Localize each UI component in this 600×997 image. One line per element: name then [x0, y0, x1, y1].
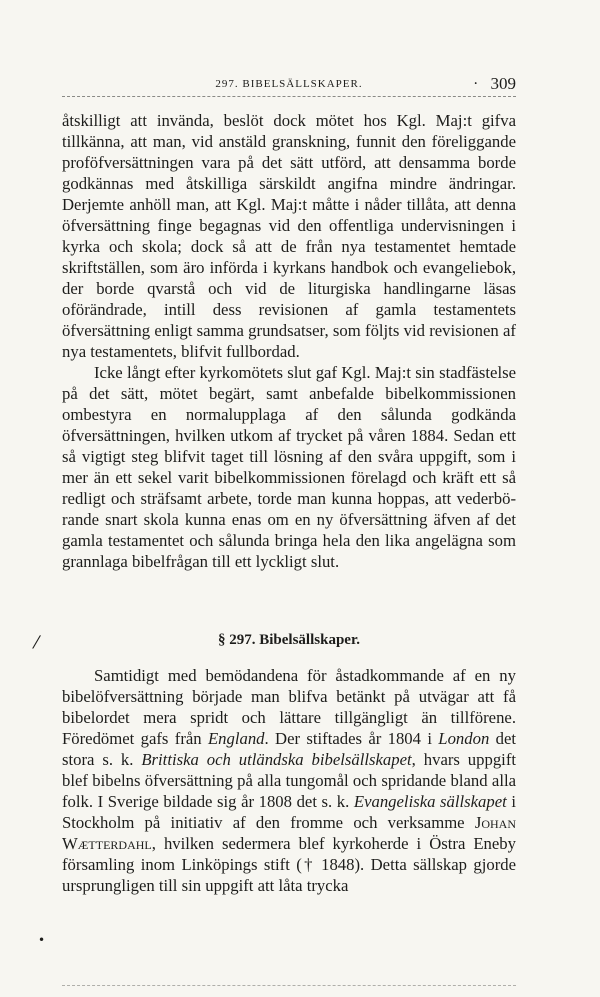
margin-mark: / [31, 632, 42, 651]
section-body [62, 665, 516, 896]
page-number: 309 [490, 74, 516, 93]
society-name-evangeliska: Evangeliska sällskapet [353, 792, 507, 811]
society-name-brittiska: Brittiska och utländska bibelsällskapet [141, 750, 412, 769]
text-run: , hvars uppgift blef bibelns öfversättning på alla tungomål och spridande bland alla folk. I Sverige bildade sig år 1808 det s. k. [62, 750, 517, 811]
running-head-title: 297. BIBELSÄLLSKAPER. [215, 78, 363, 90]
header-rule [62, 96, 516, 97]
paragraph-continued: åtskilligt att invända, beslöt dock mötet hos Kgl. Maj:t gifva tillkänna, att man, vid anstäld granskning, funnit den föreliggande proföfversättningen vara på det sätt utförd, att densamma borde godkännas med åtskilliga särskildt angifna mindre ändringar. Derjemte anhöll man, att Kgl. Maj:t måtte i nåder tillåta, att denna öfversättning finge begagnas vid den offentliga undervisningen i kyrka och skola; dock så att de från nya testamentet hemtade skriftställen, som äro införda i kyrkans handbok och evangeliebok, der borde qvarstå och vid de liturgiska handlingarne läsas oförändrade, intill dess revisionen af gamla testamentets öfversättning enligt samma grundsatser, som följts vid revisionen af nya testamentets, blifvit fullbordad. [62, 111, 516, 361]
text-run: Samtidigt med bemödandena för åstadkommande af en ny bibelöfversättning började man blifva betänkt på utvägar att få bibelordet mera spridt och lättare tillgängligt än tillförene. Föredömet gafs från [62, 666, 516, 748]
section-heading: § 297. Bibelsällskaper. [218, 632, 360, 648]
place-name-england: England [207, 729, 265, 748]
section-paragraph [62, 665, 516, 896]
running-head [62, 74, 516, 98]
text-run: , hvilken sedermera blef kyrkoherde i Östra Eneby församling inom Linköpings stift († 1848). Detta sällskap gjorde ursprungligen till sin uppgift att låta trycka [62, 834, 516, 895]
running-head-mark: · [473, 76, 478, 92]
text-run: det stora s. k. [62, 729, 517, 769]
text-run: i Stockholm på initiativ af den fromme och verksamme [62, 792, 516, 832]
bottom-edge-rule [62, 985, 516, 986]
body-text-top [62, 110, 516, 572]
person-name: Johan Wætterdahl [62, 813, 516, 853]
margin-bullet: • [38, 933, 46, 947]
paragraph: Icke långt efter kyrkomötets slut gaf Kgl. Maj:t sin stadfästelse på det sätt, mötet begärt, samt anbefalde bibelkommissionen ombestyra en normalupplaga af den sålunda godkända öfversättningen, hvilken utkom af trycket på våren 1884. Sedan ett så vigtigt steg blifvit taget till lösning af den svåra uppgift, som i mer än ett sekel varit bibelkommissionen förelagd och kräft ett så redligt och sträfsamt arbete, torde man kunna hoppas, att vederbörande snart skola kunna enas om en ny öfversättning äfven af det gamla testamentet och sålunda bringa hela den lika angelägna som grannlaga bibelfrågan till ett lyckligt slut. [62, 363, 516, 571]
text-run: . Der stiftades år 1804 i [264, 729, 439, 748]
place-name-london: London [438, 729, 490, 748]
